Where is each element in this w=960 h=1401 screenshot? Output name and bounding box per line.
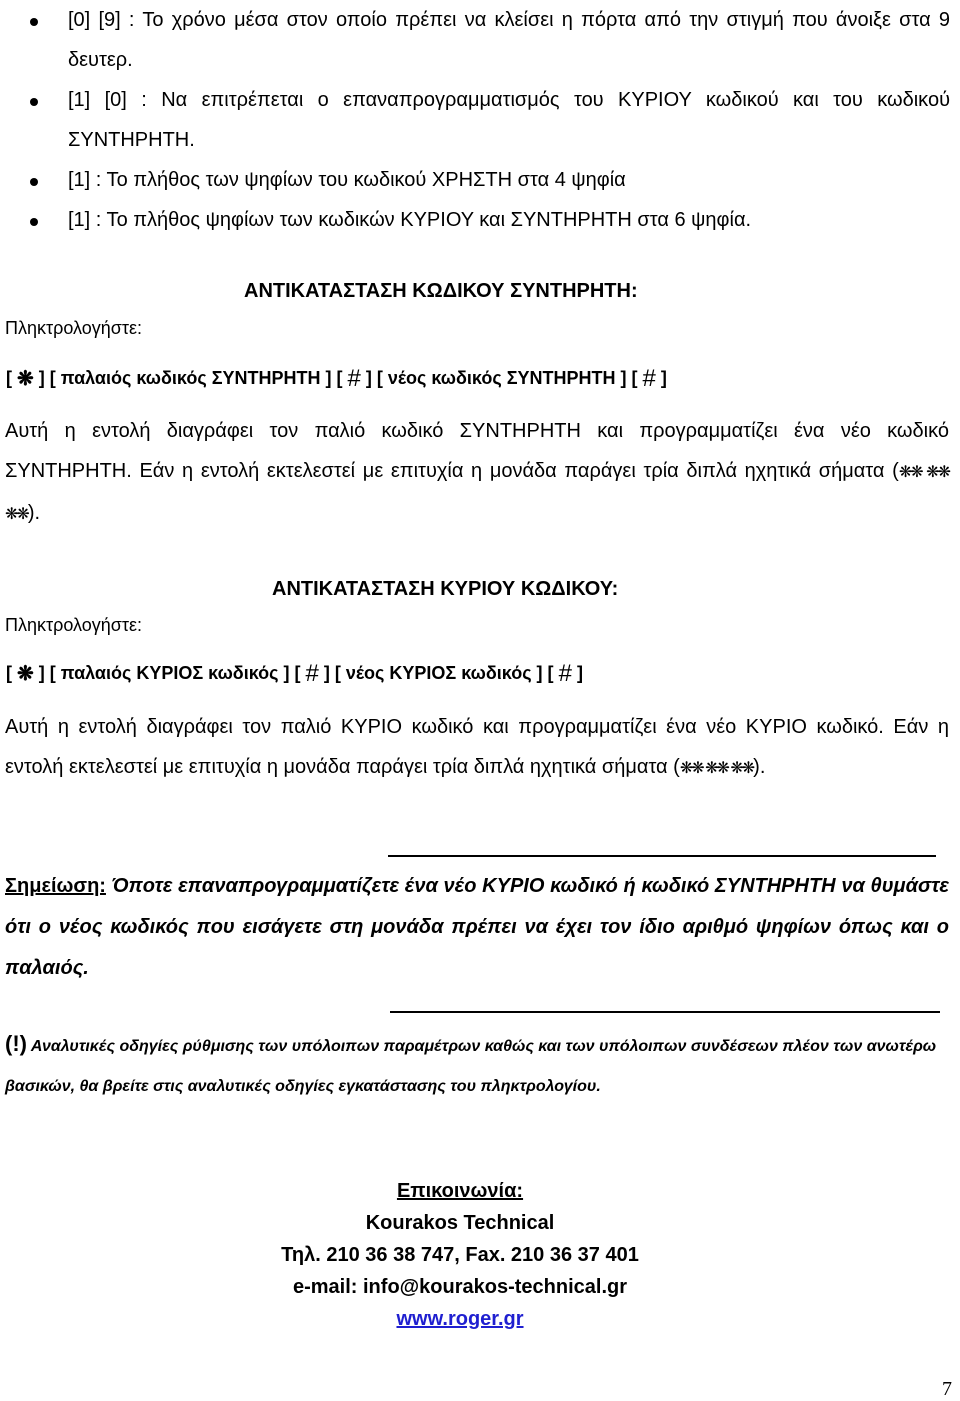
bullet-dot-icon: [30, 178, 38, 186]
hash-key-icon: #: [558, 660, 572, 687]
asterisk-key-icon: ❋: [17, 663, 34, 685]
command-sequence-master: [ ❋ ] [ παλαιός ΚΥΡΙΟΣ κωδικός ] [ # ] [ νέος ΚΥΡΙΟΣ κωδικός ] [ # ]: [6, 660, 583, 687]
type-label: Πληκτρολογήστε:: [5, 318, 143, 338]
beep-signal-icons: ❋❋ ❋❋ ❋❋: [5, 464, 949, 523]
bullet-dot-icon: [30, 98, 38, 106]
section-description: Αυτή η εντολή διαγράφει τον παλιό κωδικό ΣΥΝΤΗΡΗΤΗ και προγραμματίζει ένα νέο κωδικό ΣΥΝΤΗΡΗΤΗ. Εάν η εντολή εκτελεστεί με επιτυχία η μονάδα παράγει τρία διπλά ηχητικά σήματα (❋❋ ❋❋ ❋❋).: [5, 420, 949, 524]
contact-title: Επικοινωνία:: [396, 1180, 524, 1202]
note-paragraph: Σημείωση: Όποτε επαναπρογραμματίζετε ένα νέο ΚΥΡΙΟ κωδικό ή κωδικό ΣΥΝΤΗΡΗΤΗ να θυμάστε ότι ο νέος κωδικός που εισάγετε στη μονάδα πρέπει να έχει τον ίδιο αριθμό ψηφίων όπως και ο παλαιός.: [5, 875, 949, 979]
section-description: Αυτή η εντολή διαγράφει τον παλιό ΚΥΡΙΟ κωδικό και προγραμματίζει ένα νέο ΚΥΡΙΟ κωδικό. Εάν η εντολή εκτελεστεί με επιτυχία η μονάδα παράγει τρία διπλά ηχητικά σήματα (❋❋ ❋❋ ❋❋).: [5, 716, 949, 778]
hash-key-icon: #: [347, 365, 361, 392]
divider-line: [390, 1011, 940, 1013]
note-label: Σημείωση:: [5, 875, 106, 897]
bullet-item: [0] [9] : Το χρόνο μέσα στον οποίο πρέπει να κλείσει η πόρτα από την στιγμή που άνοιξε στα 9 δευτερ.: [30, 0, 950, 80]
page-number: 7: [942, 1378, 952, 1400]
settings-bullet-list: [30, 0, 950, 240]
contact-block: [0, 1175, 920, 1335]
section-heading-master-code: ΑΝΤΙΚΑΤΑΣΤΑΣΗ ΚΥΡΙΟΥ ΚΩΔΙΚΟΥ:: [272, 578, 619, 600]
hash-key-icon: #: [305, 660, 319, 687]
website-link[interactable]: www.roger.gr: [396, 1308, 524, 1330]
type-label: Πληκτρολογήστε:: [5, 615, 143, 635]
detail-instructions-note: (!) Αναλυτικές οδηγίες ρύθμισης των υπόλοιπων παραμέτρων καθώς και των υπόλοιπων συνδέσεων πλέον των ανωτέρω βασικών, θα βρείτε στις αναλυτικές οδηγίες εγκατάστασης του πληκτρολογίου.: [5, 1031, 937, 1095]
hash-key-icon: #: [642, 365, 656, 392]
bullet-item: [1] [0] : Να επιτρέπεται ο επαναπρογραμματισμός του ΚΥΡΙΟΥ κωδικού και του κωδικού ΣΥΝΤΗΡΗΤΗ.: [30, 80, 950, 160]
bullet-item: [1] : Το πλήθος ψηφίων των κωδικών ΚΥΡΙΟΥ και ΣΥΝΤΗΡΗΤΗ στα 6 ψηφία.: [30, 200, 950, 240]
email-address: e-mail: info@kourakos-technical.gr: [292, 1276, 627, 1298]
asterisk-key-icon: ❋: [17, 368, 34, 390]
bullet-dot-icon: [30, 18, 38, 26]
phone-fax: Τηλ. 210 36 38 747, Fax. 210 36 37 401: [281, 1244, 639, 1266]
divider-line: [388, 855, 936, 857]
section-heading-maintainer-code: ΑΝΤΙΚΑΤΑΣΤΑΣΗ ΚΩΔΙΚΟΥ ΣΥΝΤΗΡΗΤΗ:: [244, 280, 638, 302]
bullet-dot-icon: [30, 218, 38, 226]
bullet-item: [1] : Το πλήθος των ψηφίων του κωδικού ΧΡΗΣΤΗ στα 4 ψηφία: [30, 160, 950, 200]
command-sequence-maintainer: [ ❋ ] [ παλαιός κωδικός ΣΥΝΤΗΡΗΤΗ ] [ # ] [ νέος κωδικός ΣΥΝΤΗΡΗΤΗ ] [ # ]: [6, 365, 667, 392]
company-name: Kourakos Technical: [365, 1212, 555, 1234]
beep-signal-icons: ❋❋ ❋❋ ❋❋: [679, 760, 754, 777]
exclamation-icon: (!): [5, 1031, 27, 1056]
